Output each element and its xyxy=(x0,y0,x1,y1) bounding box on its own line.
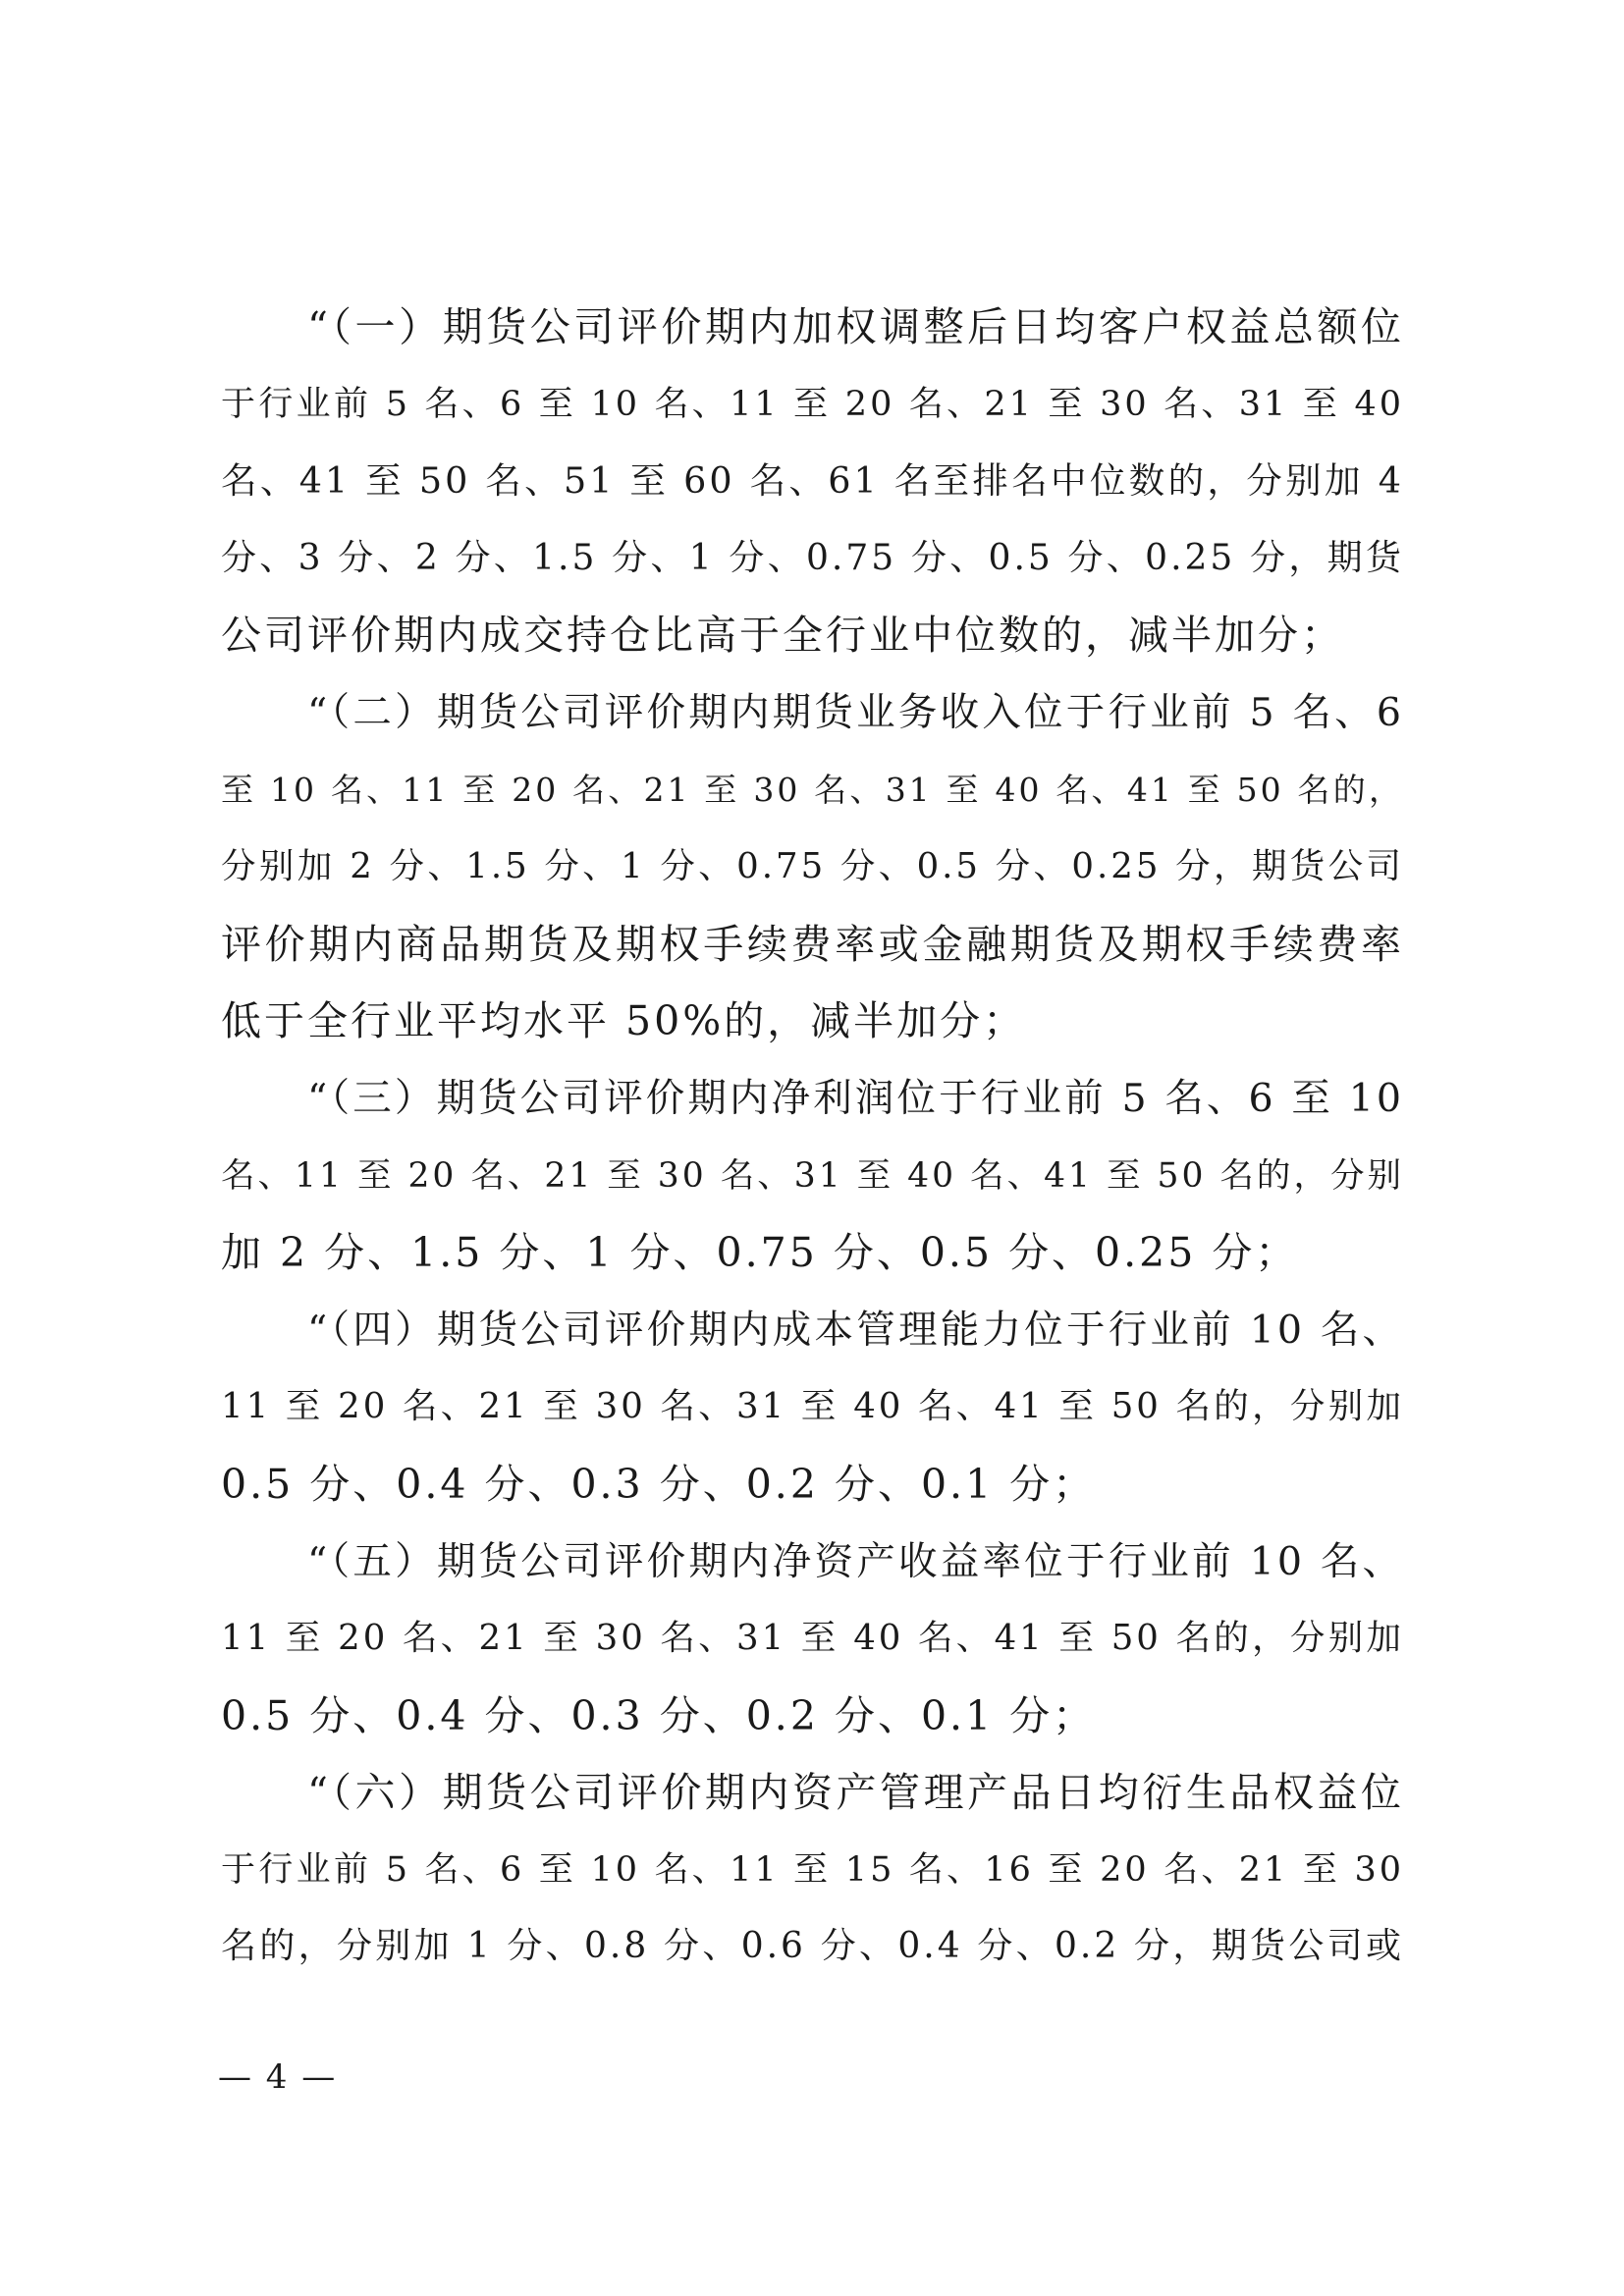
document-body xyxy=(221,289,1404,1986)
paragraph-1-line-1: “（一）期货公司评价期内加权调整后日均客户权益总额位 xyxy=(307,303,1404,350)
paragraph-5-line-2: 11 至 20 名、21 至 30 名、31 至 40 名、41 至 50 名的，分别加 xyxy=(221,1618,1404,1659)
paragraph-6-line-2: 于行业前 5 名、6 至 10 名、11 至 15 名、16 至 20 名、21 至 30 xyxy=(221,1849,1404,1890)
paragraph-1-line-4: 分、3 分、2 分、1.5 分、1 分、0.75 分、0.5 分、0.25 分，期货 xyxy=(221,537,1404,578)
paragraph-1-line-5: 公司评价期内成交持仓比高于全行业中位数的，减半加分； xyxy=(221,612,1344,660)
paragraph-2-line-4: 评价期内商品期货及期权手续费率或金融期货及期权手续费率 xyxy=(221,920,1404,968)
paragraph-1-line-2: 于行业前 5 名、6 至 10 名、11 至 20 名、21 至 30 名、31 至 40 xyxy=(221,384,1404,424)
page-number: — 4 — xyxy=(218,2057,338,2097)
paragraph-2-line-2: 至 10 名、11 至 20 名、21 至 30 名、31 至 40 名、41 至 50 名的， xyxy=(221,770,1404,809)
paragraph-5-line-3: 0.5 分、0.4 分、0.3 分、0.2 分、0.1 分； xyxy=(221,1691,1097,1739)
paragraph-4-line-1: “（四）期货公司评价期内成本管理能力位于行业前 10 名、 xyxy=(307,1307,1404,1353)
paragraph-3-line-2: 名、11 至 20 名、21 至 30 名、31 至 40 名、41 至 50 名的，分别 xyxy=(221,1155,1404,1196)
paragraph-5-line-1: “（五）期货公司评价期内净资产收益率位于行业前 10 名、 xyxy=(307,1538,1404,1584)
paragraph-1-line-3: 名、41 至 50 名、51 至 60 名、61 名至排名中位数的，分别加 4 xyxy=(221,459,1404,503)
paragraph-2-line-5: 低于全行业平均水平 50%的，减半加分； xyxy=(221,997,1027,1045)
paragraph-3-line-3: 加 2 分、1.5 分、1 分、0.75 分、0.5 分、0.25 分； xyxy=(221,1229,1299,1277)
paragraph-6-line-3: 名的，分别加 1 分、0.8 分、0.6 分、0.4 分、0.2 分，期货公司或 xyxy=(221,1926,1404,1967)
paragraph-2-line-3: 分别加 2 分、1.5 分、1 分、0.75 分、0.5 分、0.25 分，期货公司 xyxy=(221,846,1404,887)
paragraph-4-line-3: 0.5 分、0.4 分、0.3 分、0.2 分、0.1 分； xyxy=(221,1460,1097,1508)
paragraph-6-line-1: “（六）期货公司评价期内资产管理产品日均衍生品权益位 xyxy=(307,1769,1404,1817)
paragraph-3-line-1: “（三）期货公司评价期内净利润位于行业前 5 名、6 至 10 xyxy=(307,1075,1404,1121)
paragraph-2-line-1: “（二）期货公司评价期内期货业务收入位于行业前 5 名、6 xyxy=(307,689,1404,735)
paragraph-4-line-2: 11 至 20 名、21 至 30 名、31 至 40 名、41 至 50 名的，分别加 xyxy=(221,1386,1404,1427)
